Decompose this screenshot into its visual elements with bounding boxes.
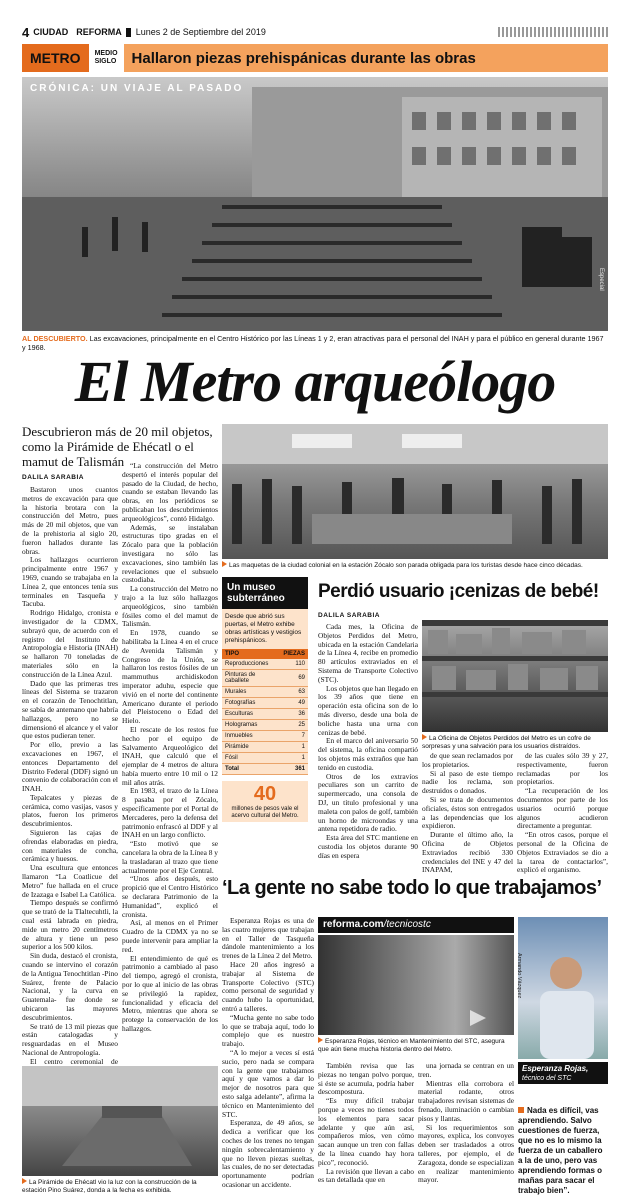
caption-text: Las excavaciones, principalmente en el Centro Histórico por las Líneas 1 y 2, eran atractivas para el personal del INAH y para el público en general durante 1967 y 1968. [22, 334, 604, 352]
brand-name: REFORMA [76, 27, 122, 37]
paragraph: Dado que las primeras tres líneas del Sistema se trazaron en el corazón de Tenochtitlan, se sabía de antemano que habría hallazgos, pero no se dimensionó el alcance y el valor que estos pudieran tener. [22, 678, 118, 741]
story3-column-2 [318, 1061, 414, 1185]
paragraph: una jornada se centran en un tren. [418, 1061, 514, 1079]
paragraph: Siguieron las cajas de ofrendas elaboradas en piedra, con materiales de concha, cerámica y huesos. [22, 828, 118, 864]
technician-photo[interactable] [318, 935, 514, 1035]
paragraph: Esperanza, de 49 años, se dedica a verificar que los coches de los trenes no tengan ningún sobrecalentamiento y que no lleven piezas sueltas, las cuales, de no ser detectadas oportunamente podrían ocasionar un accidente. [222, 1118, 314, 1189]
portrait-name: Esperanza Rojas, [522, 1064, 589, 1073]
paragraph: En 1978, cuando se habilitaba la Línea 4 en el cruce de Avenida Talismán y Congreso de la Unión, se hallaron los restos fósiles de un mammuthus archidiskodon imperator aduhu, especie que vivió en el norte del continente Americano durante el periodo del Pleistoceno o Edad del Hielo. [122, 628, 218, 726]
story2-headline: Perdió usuario ¡cenizas de bebé! [318, 581, 599, 602]
portrait-photo [518, 917, 608, 1059]
paragraph: Sin duda, destacó el cronista, cuando se intervino el corazón de la Antigua Tenochtitlan -Pino Suárez, frente de Palacio Nacional, y la curva en Guatemala- fue donde se ubicaron las mayores descubrimientos. [22, 951, 118, 1022]
article-deck: Descubrieron más de 20 mil objetos, como la Pirámide de Ehécatl o el mamut de Talismán [22, 424, 213, 469]
link-site: reforma.com [323, 919, 384, 930]
paragraph: El entendimiento de qué es patrimonio a cambiado al paso del tiempo, agregó el cronista, por lo que al inicio de las obras se privilegió la rapidez, funcionalidad y eficacia del Metro, mientras que ahora se protege la conservación de los hallazgos. [122, 953, 218, 1033]
callout-number: 40 [253, 783, 277, 805]
row-pieces: 1 [280, 753, 308, 764]
row-type: Pinturas de caballete [222, 670, 280, 687]
paragraph: Esta área del STC mantiene en custodia los objetos durante 90 días en espera [318, 833, 418, 860]
quote-text: Nada es difícil, vas aprendiendo. Salvo cuestiones de fuerza, que no es lo mismo la fuerza de un caballero a la de uno, pero vas aprendiendo formas o mañas para sacar el trabajo bien”. [518, 1106, 603, 1195]
row-pieces: 36 [280, 709, 308, 720]
row-pieces: 49 [280, 698, 308, 709]
main-photo [22, 77, 608, 331]
paragraph: Así, al menos en el Primer Cuadro de la CDMX ya no se puede intervenir para ampliar la red. [122, 918, 218, 954]
table-row [222, 687, 308, 698]
caption-marker-icon [222, 561, 227, 567]
lost-objects-photo [422, 620, 608, 732]
paragraph: Por ello, previo a las excavaciones en 1967, el entonces Departamento del Distrito Federal (DDF) signó un convenio de colaboración con el INAH. [22, 740, 118, 794]
infobox-title: Un museo subterráneo [222, 577, 308, 609]
paragraph: En el marco del aniversario 50 del sistema, la oficina compartió los objetos más extraños que han tenido en custodia. [318, 736, 418, 772]
paragraph: Los hallazgos ocurrieron principalmente entre 1967 y 1969, cuando se trabajaba en la Línea 2, que entonces tenía sus terminales en Tasqueña y Tacuba. [22, 555, 118, 609]
row-pieces: 7 [280, 731, 308, 742]
museum-pieces-table [222, 649, 308, 775]
paragraph: Hace 20 años ingresó a trabajar al Sistema de Transporte Colectivo (STC) como personal de seguridad y cuando hubo la oportunidad, entró a talleres. [222, 959, 314, 1013]
row-type: Fotografías [222, 698, 280, 709]
paragraph: Rodrigo Hidalgo, cronista e investigador de la CDMX, subrayó que, de acuerdo con el registro del Instituto de Antropología e Historia (INAH) se hallaron 70 toneladas de materiales sólo en la construcción de la Línea Azul. [22, 608, 118, 679]
main-photo-illustration [22, 77, 608, 331]
portrait-illustration [518, 917, 608, 1059]
paragraph: “La construcción del Metro despertó el interés popular del pasado de la Ciudad, de hecho, cuando se estaban llevando las obras, en los periódicos se publicaban los descubrimientos arqueológicos”, contó Hidalgo. [122, 461, 218, 523]
pyramid-caption [22, 1178, 218, 1195]
table-header-row [222, 649, 308, 659]
row-pieces: 110 [280, 659, 308, 670]
paragraph: Cada mes, la Oficina de Objetos Perdidos del Metro, ubicada en la estación Candelaria de la Línea 4, recibe en promedio 80 artículos extraviados en el Sistema de Transporte Colectivo (STC). [318, 622, 418, 684]
section-bar [22, 44, 608, 72]
caption-text: La Oficina de Objetos Perdidos del Metro es un cofre de sorpresas y una salvación para los usuarios distraídos. [422, 735, 591, 750]
value-callout [222, 781, 308, 822]
section-label: METRO [22, 44, 89, 72]
portrait-title: técnico del STC [522, 1075, 572, 1082]
paragraph: La revisión que llevan a cabo es tan detallada que en [318, 1166, 414, 1185]
paragraph: Se trató de 13 mil piezas que están catalogadas y resguardadas en el Museo Nacional de Antropología. [22, 1021, 118, 1057]
paragraph: Mientras ella corrobora el material rodante, otros trabajadores revisan sistemas de frenado, iluminación o cambian pisos y llantas. [418, 1078, 514, 1123]
row-type: Inmuebles [222, 731, 280, 742]
story3-column-3 [418, 1061, 514, 1185]
table-total-row [222, 764, 308, 775]
row-type: Murales [222, 687, 280, 698]
decorative-stripes [498, 27, 608, 37]
table-row [222, 659, 308, 670]
station-photo-illustration [222, 424, 608, 559]
photo-credit: Especial [598, 268, 604, 291]
paragraph: Bastaron unos cuantos metros de excavación para que la historia brotara con la construcción del Metro, pues más de 20 mil objetos, que van de la prehistoria al siglo 20, fueron hallados durante las obras. [22, 485, 118, 556]
row-pieces: 1 [280, 742, 308, 753]
lost-objects-caption [422, 734, 608, 751]
pull-quote [518, 1106, 608, 1196]
row-type: Reproducciones [222, 659, 280, 670]
paragraph: Una escultura que entonces llamaron “La Coatlicue del Metro” fue hallada en el cruce de Izazaga e Isabel La Católica. [22, 863, 118, 899]
row-type: Pirámide [222, 742, 280, 753]
issue-date: Lunes 2 de Septiembre del 2019 [135, 27, 266, 37]
paragraph: En 1983, el trazo de la Línea 8 pasaba por el Zócalo, específicamente por el Portal de Mercaderes, pero la defensa del patrimonio enfrascó al DDF y al INAH en un largo conflicto. [122, 786, 218, 840]
paragraph: También revisa que las piezas no tengan polvo porque, si éste se acumula, podría haber descompostura. [318, 1061, 414, 1097]
paragraph: El rescate de los restos fue hecho por el equipo de Salvamento Arqueológico del INAH, que calculó que el ejemplar de 4 metros de altura había muerto entre 10 mil o 12 mil años atrás. [122, 724, 218, 787]
story3-column-1 [222, 916, 314, 1189]
caption-marker-icon [318, 1037, 323, 1043]
section-headline: Hallaron piezas prehispánicas durante las obras [124, 44, 608, 72]
callout-text: millones de pesos vale el acervo cultural del Metro. [231, 806, 299, 819]
paragraph: Durante el último año, la Oficina de Objetos Extraviados recibió 330 credenciales del INE y 47 del INAPAM, [422, 830, 513, 875]
paragraph: Esperanza Rojas es una de las cuatro mujeres que trabajan en el Taller de Tasqueña dándole mantenimiento a los trenes de la Línea 2 del Metro. [222, 916, 314, 961]
byline: DALILA SARABIA [22, 474, 85, 481]
link-path: /tecnicostc [383, 919, 431, 930]
paragraph: “Esto motivó que se cancelara la obra de la Línea 8 y la trasladaran al trazo que tiene actualmente por el Eje Central. [122, 839, 218, 875]
caption-text: La Pirámide de Ehécatl vio la luz con la construcción de la estación Pino Suárez, donda a la fecha es exhibida. [22, 1179, 197, 1194]
row-pieces: 25 [280, 720, 308, 731]
paragraph: “Es muy difícil trabajar porque a veces no tienes todos los elementos para sacar adelante y que aún así, compañeros míos, ven cómo sacan aunque un tren con fallas de la línea cuando hay hora pico”, reconoció. [318, 1096, 414, 1167]
row-pieces: 63 [280, 687, 308, 698]
story2-byline: DALILA SARABIA [318, 612, 381, 619]
table-row [222, 731, 308, 742]
video-link[interactable] [318, 917, 514, 933]
column-header-type: TIPO [222, 649, 280, 659]
table-row [222, 753, 308, 764]
story3-headline: ‘La gente no sabe todo lo que trabajamos’ [222, 877, 602, 899]
paragraph: Además, se instalaban estructuras tipo gradas en el Zócalo para que la población investigara no sólo las excavaciones, sino también las revelaciones que el subsuelo custodiaba. [122, 522, 218, 585]
total-label: Total [222, 764, 280, 775]
table-row [222, 709, 308, 720]
page-title: El Metro arqueólogo [74, 349, 556, 414]
story2-column-3 [517, 751, 608, 875]
table-row [222, 720, 308, 731]
row-pieces: 69 [280, 670, 308, 687]
table-row [222, 698, 308, 709]
page-header [22, 24, 608, 40]
page-number: 4 [22, 24, 30, 40]
quote-marker-icon [518, 1107, 524, 1113]
paragraph: Los objetos que han llegado en los 39 años que tiene en operación esta oficina son de lo más diverso, desde una bola de boliche hasta una urna con cenizas de bebé. [318, 683, 418, 737]
paragraph: “A lo mejor a veces sí está sucio, pero nada se compara con la gente que trabajamos aquí y que vamos a dar lo mejor de nosotros para que esto salga adelante”, afirma la técnico en Mantenimiento del STC. [222, 1047, 314, 1119]
story2-column-1 [318, 623, 418, 871]
paragraph: Otros de los extravíos peculiares son un carrito de supermercado, una consola de DJ, un título profesional y una maleta con palos de golf, también un horno de microondas y una antena repetidora de radio. [318, 771, 418, 834]
paragraph: La construcción del Metro no trajo a la luz sólo hallazgos arqueológicos, sino también fósiles como el del mamut de Talismán. [122, 584, 218, 629]
portrait-caption [518, 1062, 608, 1084]
paragraph: “En otros casos, porque el personal de la Oficina de Objetos Extraviados se dio a la tarea de contactarlos”, explicó el organismo. [517, 830, 608, 875]
paragraph: Si al paso de este tiempo nadie los reclama, son destruidos o donados. [422, 768, 513, 796]
table-row [222, 670, 308, 687]
paragraph: “La recuperación de los documentos por parte de los usuarios ocurrió porque algunos acudieron directamente a preguntar. [517, 786, 608, 831]
station-photo-caption [222, 561, 608, 569]
caption-text: Las maquetas de la ciudad colonial en la estación Zócalo son parada obligada para los turistas desde hace cinco décadas. [229, 562, 583, 569]
caption-lead: AL DESCUBIERTO. [22, 334, 88, 343]
table-body [222, 659, 308, 764]
row-type: Hologramas [222, 720, 280, 731]
paragraph: Tepalcates y piezas de cerámica, como vasijas, vasos y platos, fueron los primeros descubrimientos. [22, 792, 118, 829]
table-row [222, 742, 308, 753]
caption-marker-icon [422, 734, 427, 740]
pyramid-photo [22, 1066, 218, 1176]
portrait-credit: Armando Vázquez [516, 953, 522, 999]
station-photo [222, 424, 608, 559]
paragraph: El centro ceremonial de [30, 1056, 118, 1066]
photo-kicker: CRÓNICA: UN VIAJE AL PASADO [30, 83, 244, 94]
paragraph: “Unos años después, esto propició que el Centro Histórico se declarara Patrimonio de la Humanidad”, explicó el cronista. [122, 874, 218, 919]
article-column-2 [122, 462, 218, 1062]
lost-objects-illustration [422, 620, 608, 732]
row-type: Fósil [222, 753, 280, 764]
paragraph: de que sean reclamados por los propietarios. [422, 751, 513, 769]
paragraph: “Mucha gente no sabe todo lo que se trabaja aquí, todo lo complejo que es nuestro trabajo. [222, 1012, 314, 1049]
paragraph: Tiempo después se confirmó que se trató de la Tlaltecuhtli, la cual está labrada en piedra, mide un metro 20 centímetros de altura y tiene un peso superior a los 500 kilos. [22, 898, 118, 952]
caption-marker-icon [22, 1178, 27, 1184]
article-column-1 [22, 486, 118, 1066]
paragraph: Si los requerimientos son mayores, explica, los convoyes deben ser trasladados a otros talleres, por ejemplo, el de Zaragoza, donde se especializan en realizar mantenimiento mayor. [418, 1122, 514, 1185]
story2-column-2 [422, 751, 513, 875]
infobox-description: Desde que abrió sus puertas, el Metro exhibe obras artísticas y vestigios prehispánicos. [222, 609, 308, 649]
technician-photo-caption [318, 1037, 514, 1054]
pyramid-illustration [22, 1066, 218, 1176]
section-name: CIUDAD [33, 27, 69, 37]
paragraph: Si se trata de documentos oficiales, éstos son entregados a las dependencias que los expidieron. [422, 794, 513, 831]
paragraph: de las cuales sólo 39 y 27, respectivamente, fueron reclamadas por los propietarios. [517, 751, 608, 787]
sublabel-line-1: MEDIO [94, 50, 118, 57]
sublabel-line-2: SIGLO [94, 58, 117, 65]
caption-text: Esperanza Rojas, técnico en Mantenimiento del STC, asegura que aún tiene mucha historia dentro del Metro. [318, 1038, 505, 1053]
row-type: Esculturas [222, 709, 280, 720]
separator-block [126, 28, 131, 37]
section-sublabel [89, 50, 124, 66]
column-header-pieces: PIEZAS [280, 649, 308, 659]
total-value: 361 [280, 764, 308, 775]
